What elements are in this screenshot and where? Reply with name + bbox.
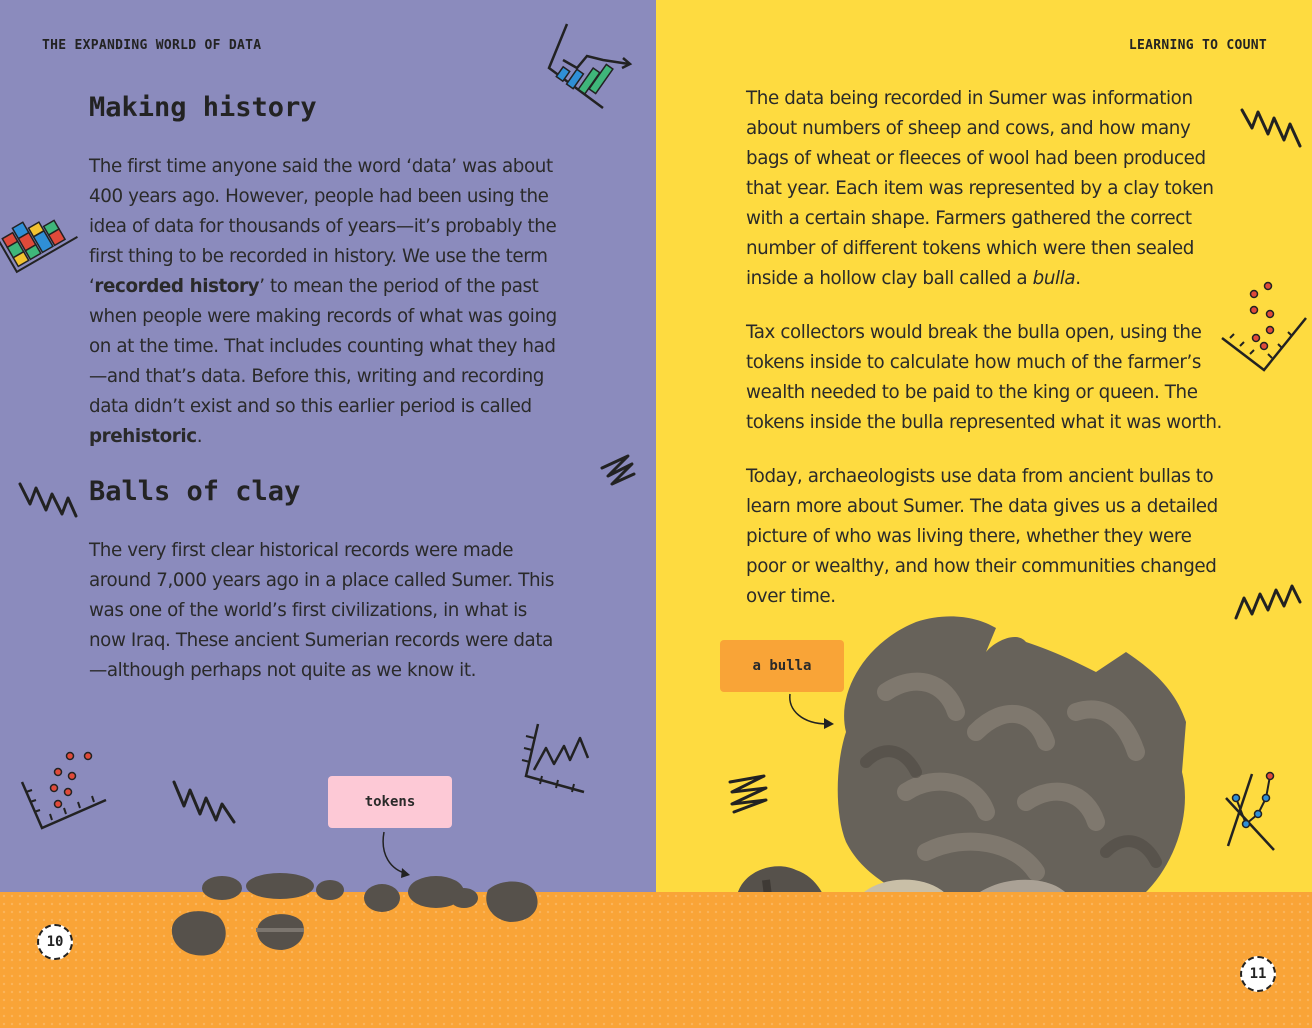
zigzag-icon (18, 476, 78, 520)
term-bulla: bulla (1032, 268, 1076, 289)
bulla-label: a bulla (720, 640, 844, 692)
zigzag-icon (1232, 580, 1304, 624)
tokens-label: tokens (328, 776, 452, 828)
zigzag-icon (170, 776, 240, 826)
paragraph-archaeologists: Today, archaeologists use data from ancient bullas to learn more about Sumer. The data gives us a detailed picture of who was living there, whether they were poor or wealthy, and how their communities changed over time. (746, 466, 1218, 607)
page-number-left: 10 (37, 924, 73, 960)
running-head-right: LEARNING TO COUNT (1128, 38, 1267, 53)
line-chart-icon (545, 20, 635, 110)
zigzag-icon (598, 448, 638, 492)
line-chart-icon (520, 720, 600, 800)
scatter-plot-icon (1218, 278, 1312, 374)
right-page (656, 0, 1312, 1028)
zigzag-icon (1238, 100, 1304, 152)
clay-tokens (160, 868, 550, 968)
paragraph-balls-of-clay: The very first clear historical records were made around 7,000 years ago in a place called Sumer. This was one of the world’s first civilizations, in what is now Iraq. These ancient Sumerian records were data—although perhaps not quite as we know it. (89, 540, 554, 681)
term-prehistoric: prehistoric (89, 426, 197, 447)
running-head-left: THE EXPANDING WORLD OF DATA (42, 38, 262, 53)
term-recorded-history: recorded history (94, 276, 260, 297)
scatter-plot-icon (18, 748, 113, 833)
paragraph-tax-collectors: Tax collectors would break the bulla open, using the tokens inside to calculate how much of the farmer’s wealth needed to be paid to the king or queen. The tokens inside the bulla represented what it was worth. (746, 322, 1222, 433)
page-number-right: 11 (1240, 956, 1276, 992)
paragraph-sumer-data: The data being recorded in Sumer was information about numbers of sheep and cows, and how many bags of wheat or fleeces of wool had been produced that year. Each item was represented by a clay token with a certain shape. Farmers gathered the correct number of different tokens which were then sealed inside a hollow clay ball called a bulla. (746, 88, 1214, 289)
stacked-bar-icon (0, 200, 85, 280)
paragraph-making-history: The first time anyone said the word ‘data’ was about 400 years ago. However, people had been using the idea of data for thousands of years—it’s probably the first thing to be recorded in history. We use the term ‘recorded history’ to mean the period of the past when people were making records of what was going on at the time. That includes counting what they had—and that’s data. Before this, writing and recording data didn’t exist and so this earlier period is called prehistoric. (89, 156, 557, 447)
network-graph-icon (1222, 768, 1312, 858)
heading-making-history: Making history (89, 92, 317, 123)
zigzag-icon (724, 770, 774, 816)
heading-balls-of-clay: Balls of clay (89, 476, 301, 507)
